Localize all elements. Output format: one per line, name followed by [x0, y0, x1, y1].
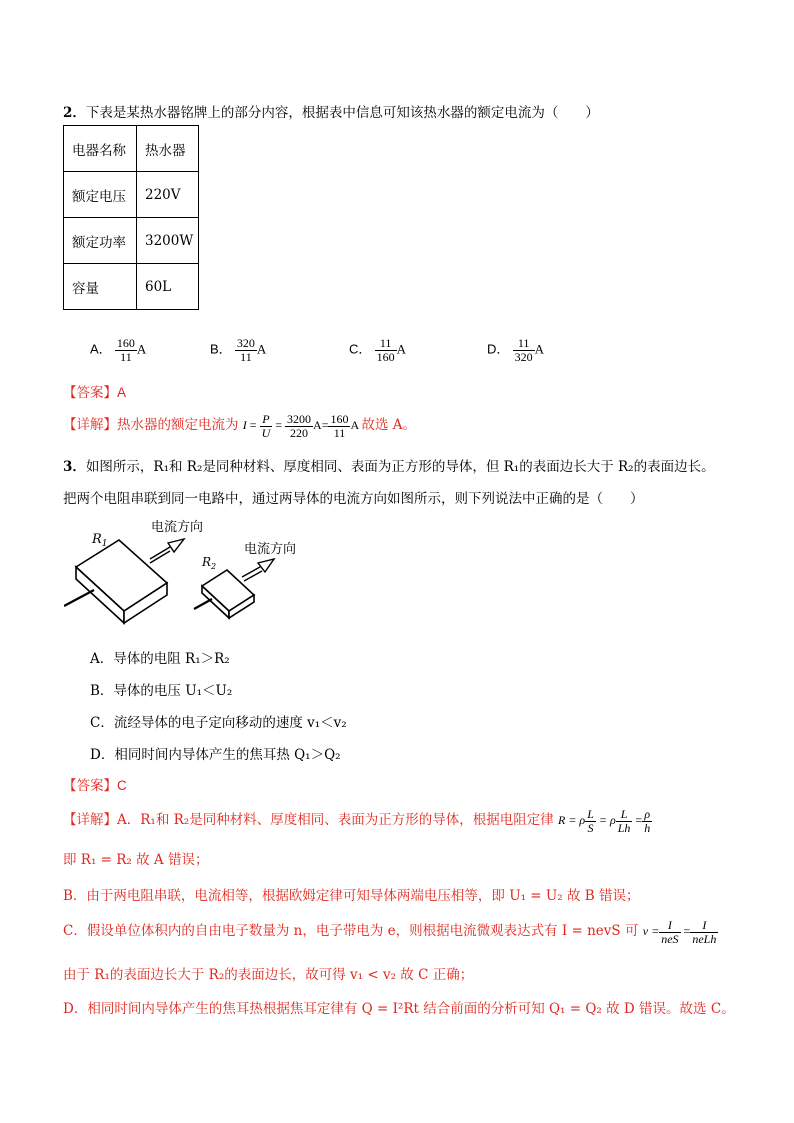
q2-stem-text: 下表是某热水器铭牌上的部分内容，根据表中信息可知该热水器的额定电流为（ ） — [85, 105, 599, 121]
table-row — [64, 264, 199, 310]
q3-stem-line1: 3．如图所示，R₁和 R₂是同种材料、厚度相同、表面为正方形的导体，但 R₁的表面边长大于 R₂的表面边长。 — [63, 459, 715, 475]
q3-detail-c2: 由于 R₁的表面边长大于 R₂的表面边长，故可得 v₁ < v₂ 故 C 正确； — [63, 967, 474, 983]
r1-label: $R_1$ — [92, 532, 108, 549]
answer-label: 【答案】 — [63, 385, 117, 401]
velocity-equation: v = $\frac{I}{\text{neS}}$ = $\frac{I}{\text{neLh}}$ — [642, 917, 717, 946]
table-cell: 额定功率 — [64, 218, 137, 264]
answer-value: A — [117, 385, 127, 400]
fraction: $\frac{11}{160}$ — [376, 336, 395, 364]
r1-block — [64, 539, 184, 623]
q3-number: 3． — [63, 459, 86, 475]
r2-label: $R_2$ — [202, 555, 217, 571]
table-row — [64, 172, 199, 218]
fraction: $\frac{320}{11}$ — [236, 336, 255, 364]
q3-detail-b: B．由于两电阻串联，电流相等，根据欧姆定律可知导体两端电压相等，即 U₁ = U₂ 故 B 错误； — [63, 888, 640, 904]
table-row — [64, 218, 199, 264]
detail-text: 热水器的额定电流为 — [117, 417, 239, 433]
table-cell: 额定电压 — [64, 172, 137, 218]
q2-option-c[interactable]: C． $\frac{11}{160}$ A — [349, 336, 407, 364]
current-equation: I = $\frac{P}{U}$ = $\frac{3200}{220}$ A= $\frac{160}{11}$ A — [242, 411, 359, 440]
table-cell: 60L — [137, 264, 199, 310]
table-cell: 电器名称 — [64, 126, 137, 172]
q3-detail-a2: 即 R₁ = R₂ 故 A 错误； — [63, 852, 209, 868]
q2-option-b[interactable]: B． $\frac{320}{11}$ A — [210, 336, 267, 364]
q2-detail — [63, 408, 416, 442]
resistor-figure — [64, 514, 324, 634]
q3-option-a[interactable]: A．导体的电阻 R₁＞R₂ — [90, 651, 230, 667]
q3-option-d[interactable]: D．相同时间内导体产生的焦耳热 Q₁＞Q₂ — [90, 747, 341, 763]
q2-stem — [63, 101, 599, 121]
q3-option-c[interactable]: C．流经导体的电子定向移动的速度 v₁＜v₂ — [90, 715, 347, 731]
q3-answer — [63, 774, 127, 794]
fraction: $\frac{160}{11}$ — [116, 336, 135, 364]
nameplate-table — [63, 125, 199, 310]
q2-option-a[interactable]: A． $\frac{160}{11}$ A — [90, 336, 147, 364]
arrow2-label: 电流方向 — [244, 542, 297, 557]
table-cell: 3200W — [137, 218, 199, 264]
fraction: $\frac{11}{320}$ — [514, 336, 533, 364]
answer-label: 【答案】 — [63, 778, 117, 794]
table-cell: 220V — [137, 172, 199, 218]
detail-label: 【详解】 — [63, 417, 117, 433]
q3-option-b[interactable]: B．导体的电压 U₁＜U₂ — [90, 683, 233, 699]
q2-number: 2． — [63, 105, 86, 121]
resistance-equation: R = ρ $\frac{L}{S}$ = ρ $\frac{L}{Lh}$ = $\frac{\rho}{h}$ — [558, 806, 651, 835]
q3-detail-a: 【详解】A．R₁和 R₂是同种材料、厚度相同、表面为正方形的导体，根据电阻定律 R = ρ $\frac{L}{S}$ = ρ $\frac{L}{Lh}$ = $\frac{\rho}{h}$ — [63, 806, 651, 835]
table-cell: 热水器 — [137, 126, 199, 172]
q3-stem-line2: 把两个电阻串联到同一电路中，通过两导体的电流方向如图所示，则下列说法中正确的是（ ） — [63, 491, 644, 507]
answer-value: C — [117, 778, 127, 793]
q3-detail-d: D．相同时间内导体产生的焦耳热根据焦耳定律有 Q = I²Rt 结合前面的分析可知 Q₁ = Q₂ 故 D 错误。故选 C。 — [63, 1001, 735, 1017]
arrow1-label: 电流方向 — [151, 520, 204, 535]
q2-answer — [63, 381, 126, 401]
detail-label: 【详解】 — [63, 812, 117, 828]
table-cell: 容量 — [64, 264, 137, 310]
q2-option-d[interactable]: D． $\frac{11}{320}$ A — [487, 336, 545, 364]
detail-end: 故选 A。 — [361, 417, 417, 433]
q3-detail-c: C．假设单位体积内的自由电子数量为 n，电子带电为 e，则根据电流微观表达式有 I = nevS 可 v = $\frac{I}{\text{neS}}$ = $\frac{I}{\text{neLh}}$ — [63, 917, 717, 946]
table-row — [64, 126, 199, 172]
